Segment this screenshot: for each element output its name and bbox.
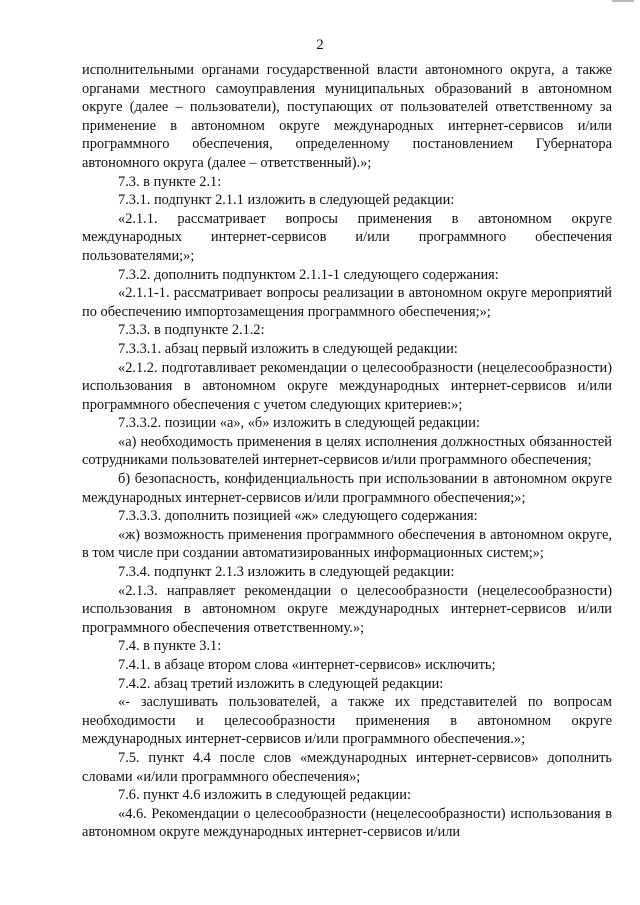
paragraph: 7.6. пункт 4.6 изложить в следующей редакции: [118, 787, 411, 804]
paragraph: 7.3.3.3. дополнить позицией «ж» следующего содержания: [118, 508, 478, 525]
document-body [82, 61, 612, 842]
paragraph: «2.1.2. подготавливает рекомендации о целесообразности (нецелесообразности) использования в автономном округе международных интернет-сервисов и/или программного обеспечения с учетом следующих критериев:»; [82, 359, 612, 413]
paragraph: «а) необходимость применения в целях исполнения должностных обязанностей сотрудниками пользователей интернет-сервисов и/или программного обеспечения; [82, 433, 612, 469]
paragraph: 7.3. в пункте 2.1: [118, 173, 222, 190]
paragraph: исполнительными органами государственной власти автономного округа, а также органами местного самоуправления муниципальных образований в автономном округе (далее – пользователи), поступающих от пользователей ответственному за применение в автономном округе международных интернет-сервисов и/или программного обеспечения, определенному постановлением Губернатора автономного округа (далее – ответственный).»; [82, 62, 612, 171]
paragraph: «4.6. Рекомендации о целесообразности (нецелесообразности) использования в автономном округе международных интернет-сервисов и/или [82, 805, 612, 841]
paragraph: «ж) возможность применения программного обеспечения в автономном округе, в том числе при создании автоматизированных информационных систем;»; [82, 526, 612, 562]
paragraph: «2.1.1. рассматривает вопросы применения в автономном округе международных интернет-сервисов и/или программного обеспечения пользователями;»; [82, 210, 612, 264]
paragraph: 7.4. в пункте 3.1: [118, 638, 222, 655]
paragraph: «2.1.3. направляет рекомендации о целесообразности (нецелесообразности) использования в автономном округе международных интернет-сервисов и/или программного обеспечения ответственному.»; [82, 582, 612, 636]
paragraph: 7.3.3. в подпункте 2.1.2: [118, 322, 265, 339]
page-number: 2 [316, 37, 324, 53]
paragraph: 7.5. пункт 4.4 после слов «международных интернет-сервисов» дополнить словами «и/или программного обеспечения»; [82, 749, 612, 785]
paragraph: 7.3.4. подпункт 2.1.3 изложить в следующей редакции: [118, 564, 455, 581]
paragraph: 7.3.3.2. позиции «а», «б» изложить в следующей редакции: [118, 415, 480, 432]
paragraph: 7.4.2. абзац третий изложить в следующей редакции: [118, 675, 444, 692]
paragraph: 7.4.1. в абзаце втором слова «интернет-сервисов» исключить; [118, 657, 496, 673]
paragraph: «2.1.1-1. рассматривает вопросы реализации в автономном округе мероприятий по обеспечению импортозамещения программного обеспечения;»; [82, 285, 612, 320]
paragraph: «- заслушивать пользователей, а также их представителей по вопросам необходимости и целесообразности применения в автономном округе международных интернет-сервисов и/или программного обеспечения.»; [82, 694, 612, 748]
scan-edge-mark [612, 0, 634, 2]
paragraph: 7.3.1. подпункт 2.1.1 изложить в следующей редакции: [118, 192, 455, 209]
paragraph: 7.3.2. дополнить подпунктом 2.1.1-1 следующего содержания: [118, 266, 499, 283]
paragraph: б) безопасность, конфиденциальность при использовании в автономном округе международных интернет-сервисов и/или программного обеспечения;»; [82, 471, 612, 506]
paragraph: 7.3.3.1. абзац первый изложить в следующей редакции: [118, 340, 458, 357]
